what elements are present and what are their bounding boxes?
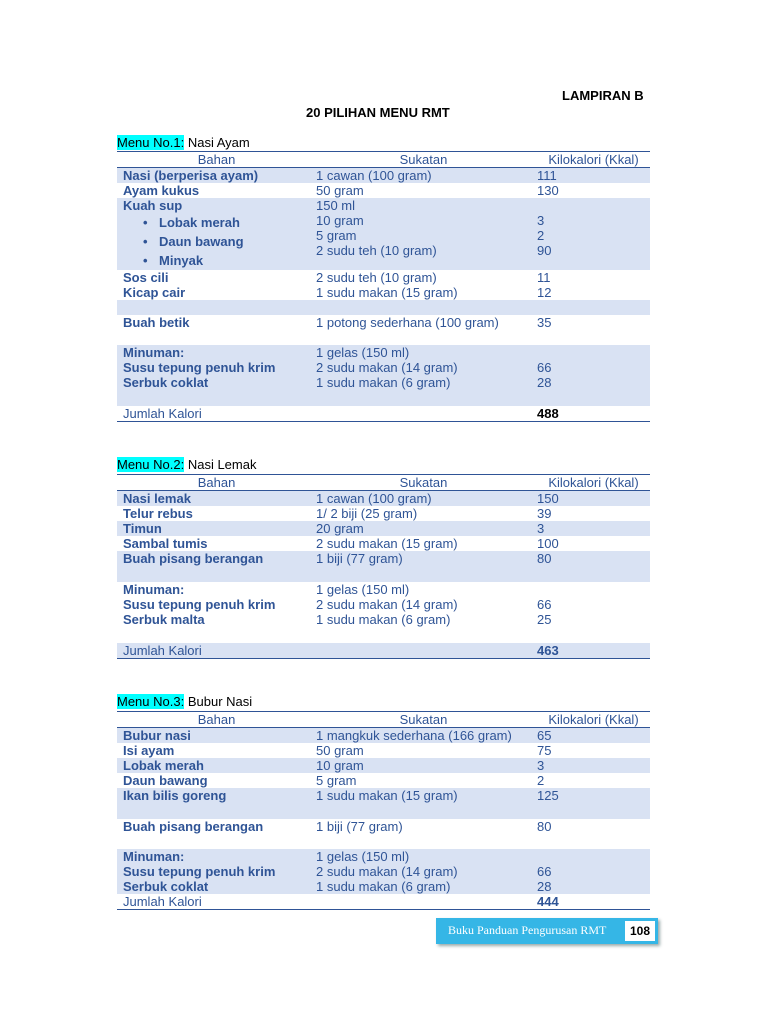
- menu-1-title: [117, 135, 250, 150]
- total-row: [117, 643, 650, 659]
- table-row: [117, 521, 650, 536]
- menu-3-name: Bubur Nasi: [187, 694, 253, 709]
- measure: 50 gram: [316, 183, 364, 198]
- kcal: 39: [537, 506, 552, 521]
- menu-2-name: Nasi Lemak: [187, 457, 257, 472]
- ingredient: Telur rebus: [123, 506, 193, 521]
- ingredient: Susu tepung penuh krim: [123, 597, 276, 612]
- measure: 1 biji (77 gram): [316, 551, 403, 566]
- sub-ingredient-list: [123, 213, 310, 270]
- measure: 2 sudu teh (10 gram): [316, 243, 437, 258]
- ingredient: Daun bawang: [123, 773, 208, 788]
- kcal: 12: [537, 285, 552, 300]
- kcal: [537, 582, 650, 597]
- table-row: [117, 819, 650, 849]
- measure: 1 gelas (150 ml): [316, 345, 410, 360]
- menu-1-table: [117, 151, 650, 422]
- table-row: [117, 551, 650, 582]
- kcal: 28: [537, 375, 552, 390]
- measure: 2 sudu makan (14 gram): [316, 597, 458, 612]
- kcal: 90: [537, 243, 552, 258]
- footer-banner: [436, 918, 658, 944]
- menu-3-table: [117, 711, 650, 910]
- kcal: [537, 198, 650, 213]
- table-row: [117, 345, 650, 406]
- table-row: [117, 536, 650, 551]
- table-row: [117, 582, 650, 643]
- appendix-label: LAMPIRAN B: [562, 88, 644, 103]
- menu-1-label: Menu No.1:: [117, 135, 185, 150]
- ingredient: Timun: [123, 521, 162, 536]
- measure: 1 sudu makan (6 gram): [316, 879, 451, 894]
- table-row: [117, 788, 650, 819]
- col-kalori: Kilokalori (Kkal): [531, 152, 650, 168]
- kcal: 35: [537, 315, 552, 330]
- measure: 1 cawan (100 gram): [316, 168, 432, 183]
- kcal: 25: [537, 612, 552, 627]
- table-row: [117, 728, 650, 744]
- spacer-row: [117, 330, 650, 345]
- ingredient: Minuman:: [123, 849, 185, 864]
- spacer-row: [117, 300, 650, 315]
- menu-2-title: [117, 457, 256, 472]
- ingredient: Serbuk malta: [123, 612, 205, 627]
- measure: 1 gelas (150 ml): [316, 582, 410, 597]
- ingredient: Lobak merah: [123, 758, 204, 773]
- kcal: 3: [537, 213, 545, 228]
- kcal: 66: [537, 864, 552, 879]
- measure: 5 gram: [316, 228, 357, 243]
- table-row: [117, 773, 650, 788]
- ingredient: Kicap cair: [123, 285, 186, 300]
- menu-2-table: [117, 474, 650, 659]
- table-row: [117, 506, 650, 521]
- measure: 1 cawan (100 gram): [316, 491, 432, 506]
- menu-1-name: Nasi Ayam: [187, 135, 250, 150]
- menu-2-label: Menu No.2:: [117, 457, 185, 472]
- measure: 50 gram: [316, 743, 364, 758]
- kcal: 65: [537, 728, 552, 743]
- ingredient: Buah betik: [123, 315, 190, 330]
- measure: 1 mangkuk sederhana (166 gram): [316, 728, 512, 743]
- ingredient: Ayam kukus: [123, 183, 200, 198]
- kcal: 125: [537, 788, 559, 803]
- page-number: 108: [625, 921, 655, 941]
- menu-3-title: [117, 694, 252, 709]
- measure: 20 gram: [316, 521, 364, 536]
- table-row: [117, 168, 650, 184]
- kcal: 130: [537, 183, 559, 198]
- measure: 150 ml: [316, 198, 356, 213]
- sub-ingredient: • Lobak merah: [143, 213, 310, 232]
- measure: 5 gram: [316, 773, 357, 788]
- kcal: 2: [537, 228, 545, 243]
- measure: 1 sudu makan (15 gram): [316, 788, 458, 803]
- measure: 1 sudu makan (6 gram): [316, 612, 451, 627]
- table-row: [117, 491, 650, 507]
- total-value: 463: [531, 643, 650, 659]
- table-row: [117, 285, 650, 300]
- measure: 1 gelas (150 ml): [316, 849, 410, 864]
- kcal: 100: [537, 536, 559, 551]
- measure: 10 gram: [316, 758, 364, 773]
- ingredient: Serbuk coklat: [123, 375, 209, 390]
- kcal: 66: [537, 360, 552, 375]
- ingredient: Serbuk coklat: [123, 879, 209, 894]
- kcal: 3: [537, 758, 545, 773]
- ingredient: Susu tepung penuh krim: [123, 864, 276, 879]
- total-label: Jumlah Kalori: [117, 406, 310, 422]
- kcal: 66: [537, 597, 552, 612]
- page-title: 20 PILIHAN MENU RMT: [306, 105, 450, 120]
- ingredient: Ikan bilis goreng: [123, 788, 227, 803]
- measure: 1 sudu makan (15 gram): [316, 285, 458, 300]
- table-row: [117, 849, 650, 894]
- table-row: [117, 198, 650, 270]
- total-row: [117, 406, 650, 422]
- total-label: Jumlah Kalori: [117, 894, 310, 910]
- kcal: 2: [537, 773, 545, 788]
- col-sukatan: Sukatan: [310, 712, 531, 728]
- ingredient: Buah pisang berangan: [123, 551, 264, 566]
- total-value: 488: [531, 406, 650, 422]
- ingredient: Nasi lemak: [123, 491, 191, 506]
- col-sukatan: Sukatan: [310, 152, 531, 168]
- col-sukatan: Sukatan: [310, 475, 531, 491]
- kcal: 150: [537, 491, 559, 506]
- kcal: 75: [537, 743, 552, 758]
- col-bahan: Bahan: [117, 475, 310, 491]
- measure: 1/ 2 biji (25 gram): [316, 506, 418, 521]
- table-row: [117, 743, 650, 758]
- ingredient: Nasi (berperisa ayam): [123, 168, 259, 183]
- menu-3-label: Menu No.3:: [117, 694, 185, 709]
- total-label: Jumlah Kalori: [117, 643, 310, 659]
- measure: 1 potong sederhana (100 gram): [316, 315, 499, 330]
- col-kalori: Kilokalori (Kkal): [531, 475, 650, 491]
- table-row: [117, 270, 650, 285]
- sub-ingredient: • Minyak: [143, 251, 310, 270]
- measure: 2 sudu makan (14 gram): [316, 864, 458, 879]
- sub-ingredient: • Daun bawang: [143, 232, 310, 251]
- kcal: 111: [537, 168, 557, 183]
- col-kalori: Kilokalori (Kkal): [531, 712, 650, 728]
- total-value: 444: [531, 894, 650, 910]
- kcal: 80: [537, 551, 552, 566]
- kcal: [537, 849, 650, 864]
- ingredient: Buah pisang berangan: [123, 819, 264, 834]
- measure: 2 sudu makan (14 gram): [316, 360, 458, 375]
- total-row: [117, 894, 650, 910]
- table-row: [117, 183, 650, 198]
- measure: 1 biji (77 gram): [316, 819, 403, 834]
- ingredient: Sambal tumis: [123, 536, 208, 551]
- ingredient: Bubur nasi: [123, 728, 191, 743]
- kcal: 11: [537, 270, 551, 285]
- ingredient: Isi ayam: [123, 743, 175, 758]
- measure: 10 gram: [316, 213, 364, 228]
- ingredient: Minuman:: [123, 582, 185, 597]
- table-row: [117, 758, 650, 773]
- col-bahan: Bahan: [117, 712, 310, 728]
- ingredient: Minuman:: [123, 345, 185, 360]
- ingredient: Sos cili: [123, 270, 169, 285]
- measure: 2 sudu makan (15 gram): [316, 536, 458, 551]
- kcal: 80: [537, 819, 552, 834]
- measure: 1 sudu makan (6 gram): [316, 375, 451, 390]
- ingredient: Kuah sup: [123, 198, 183, 213]
- kcal: 28: [537, 879, 552, 894]
- col-bahan: Bahan: [117, 152, 310, 168]
- measure: 2 sudu teh (10 gram): [316, 270, 437, 285]
- table-row: [117, 315, 650, 330]
- ingredient: Susu tepung penuh krim: [123, 360, 276, 375]
- kcal: [537, 345, 650, 360]
- footer-book-title: Buku Panduan Pengurusan RMT: [448, 923, 607, 937]
- kcal: 3: [537, 521, 545, 536]
